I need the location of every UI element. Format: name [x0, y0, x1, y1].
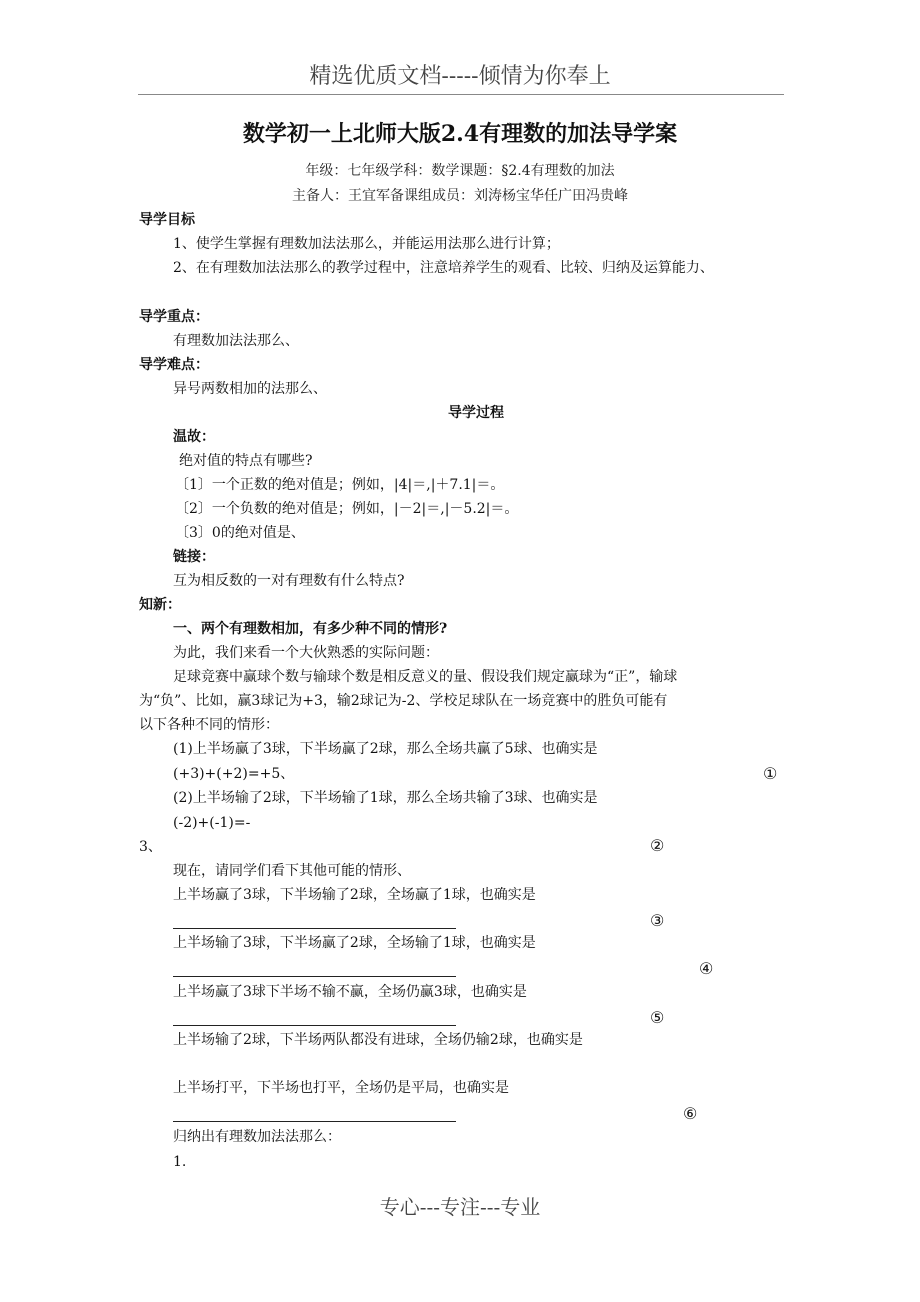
- summary-text: 归纳出有理数加法法那么：: [173, 1129, 341, 1145]
- case-2-text: (2)上半场输了2球，下半场输了1球，那么全场共输了3球、也确实是: [173, 790, 598, 806]
- equation-marker-5: ⑤: [650, 1008, 665, 1027]
- case-6-text: 上半场输了2球，下半场两队都没有进球，全场仍输2球，也确实是: [173, 1032, 583, 1048]
- key-point-text: 有理数加法法那么、: [173, 333, 299, 349]
- meta-line-2: 主备人：王宜军备课组成员：刘涛杨宝华任广田冯贵峰: [292, 188, 628, 204]
- link-heading: 链接：: [173, 549, 215, 565]
- paragraph-line: 足球竞赛中赢球个数与输球个数是相反意义的量、假设我们规定赢球为“正”，输球: [173, 669, 678, 685]
- equation-marker-4: ④: [699, 959, 714, 978]
- review-question: 绝对值的特点有哪些?: [179, 453, 313, 469]
- process-heading: 导学过程: [448, 405, 504, 421]
- answer-blank[interactable]: [173, 1025, 456, 1026]
- case-3-text: 上半场赢了3球，下半场输了2球，全场赢了1球，也确实是: [173, 887, 536, 903]
- equation-marker-3: ③: [650, 911, 665, 930]
- answer-blank[interactable]: [173, 1121, 456, 1122]
- document-title: 数学初一上北师大版2.4有理数的加法导学案: [242, 121, 678, 147]
- review-item: 〔2〕一个负数的绝对值是；例如，|－2|＝,|－5.2|＝。: [175, 501, 519, 517]
- case-2-expression-continued: 3、: [139, 839, 162, 855]
- page-header: 精选优质文档-----倾情为你奉上: [309, 64, 611, 89]
- objectives-heading: 导学目标: [139, 212, 195, 228]
- summary-item: 1.: [173, 1154, 187, 1170]
- review-item: 〔3〕0的绝对值是、: [175, 525, 305, 541]
- prompt-text: 现在，请同学们看下其他可能的情形、: [173, 863, 411, 879]
- paragraph-line: 以下各种不同的情形：: [139, 717, 279, 733]
- review-item: 〔1〕一个正数的绝对值是；例如，|4|＝,|＋7.1|＝。: [175, 477, 505, 493]
- meta-line-1: 年级：七年级学科：数学课题：§2.4有理数的加法: [305, 163, 615, 179]
- equation-marker-1: ①: [763, 764, 778, 783]
- objective-item: 2、在有理数加法法那么的教学过程中，注意培养学生的观看、比较、归纳及运算能力、: [173, 260, 714, 276]
- key-point-heading: 导学重点：: [139, 309, 209, 325]
- header-rule: [138, 94, 784, 95]
- difficulty-heading: 导学难点：: [139, 357, 209, 373]
- page-footer: 专心---专注---专业: [379, 1195, 541, 1219]
- intro-text: 为此，我们来看一个大伙熟悉的实际问题：: [173, 645, 439, 661]
- difficulty-text: 异号两数相加的法那么、: [173, 381, 327, 397]
- case-7-text: 上半场打平，下半场也打平，全场仍是平局，也确实是: [173, 1080, 509, 1096]
- case-5-text: 上半场赢了3球下半场不输不赢，全场仍赢3球，也确实是: [173, 984, 527, 1000]
- answer-blank[interactable]: [173, 928, 456, 929]
- case-4-text: 上半场输了3球，下半场赢了2球，全场输了1球，也确实是: [173, 935, 536, 951]
- equation-marker-2: ②: [650, 836, 665, 855]
- case-1-expression: (+3)+(+2)=+5、: [173, 766, 295, 782]
- link-text: 互为相反数的一对有理数有什么特点?: [173, 573, 405, 589]
- objective-item: 1、使学生掌握有理数加法法那么，并能运用法那么进行计算；: [173, 236, 560, 252]
- case-2-expression: (-2)+(-1)=-: [173, 815, 251, 831]
- new-knowledge-heading: 知新：: [139, 597, 181, 613]
- section-title: 一、两个有理数相加，有多少种不同的情形?: [173, 621, 448, 637]
- case-1-text: (1)上半场赢了3球，下半场赢了2球，那么全场共赢了5球、也确实是: [173, 741, 598, 757]
- paragraph-line: 为“负”、比如，赢3球记为+3，输2球记为-2、学校足球队在一场竞赛中的胜负可能有: [139, 693, 668, 709]
- review-heading: 温故：: [173, 429, 215, 445]
- equation-marker-6: ⑥: [683, 1104, 698, 1123]
- answer-blank[interactable]: [173, 976, 456, 977]
